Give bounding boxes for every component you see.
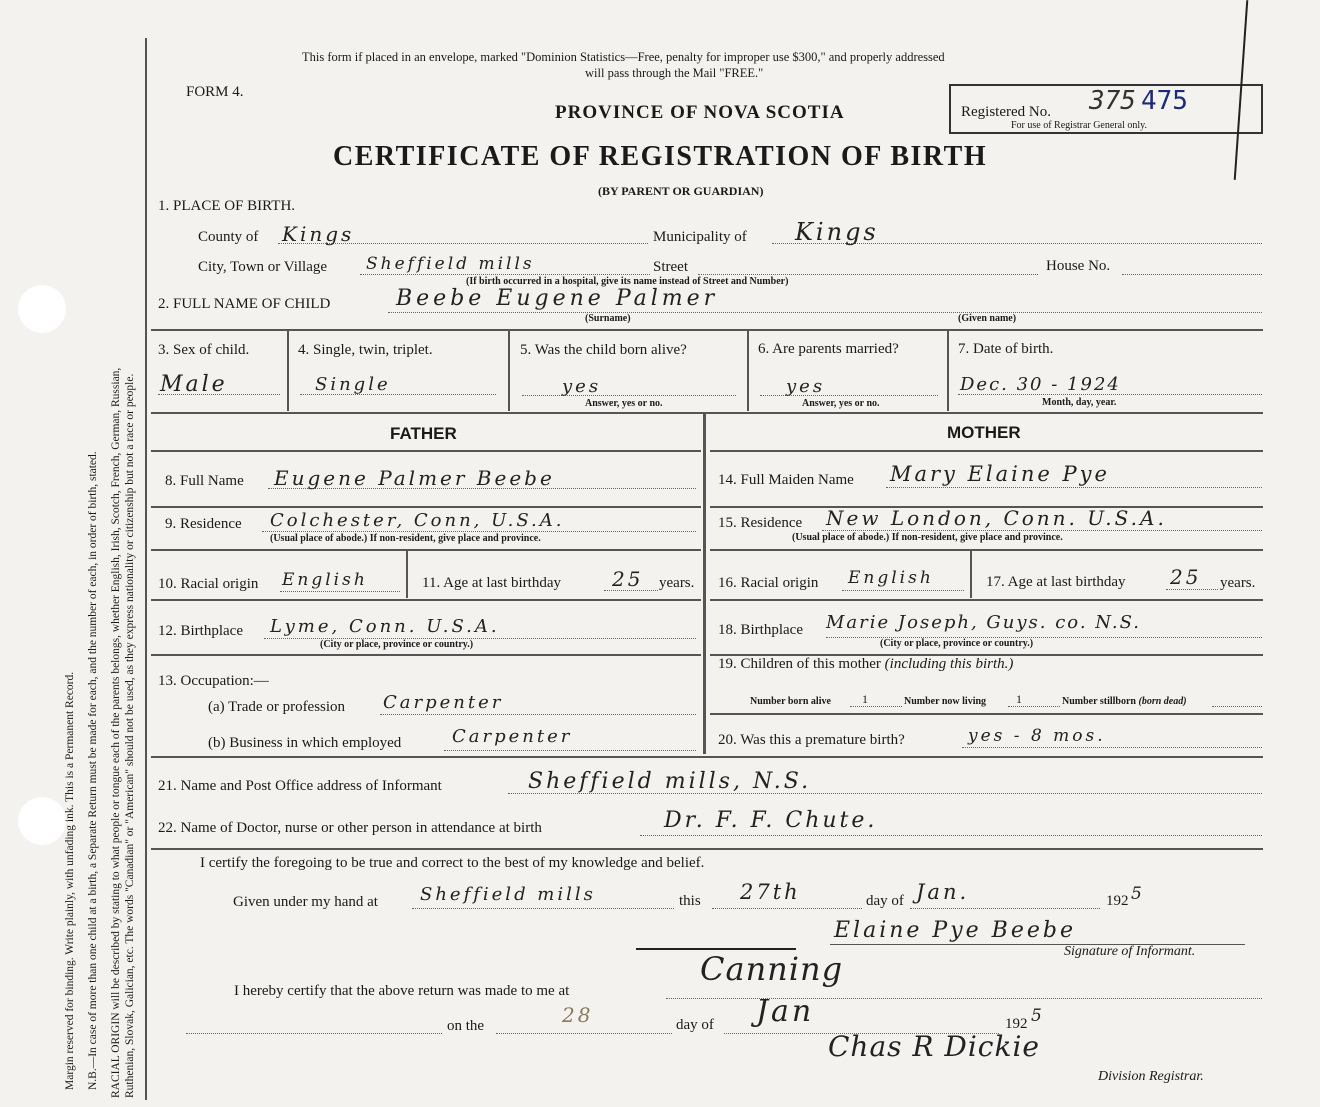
father-birthplace-label: 12. Birthplace (158, 623, 243, 639)
mother-birthplace-value: Marie Joseph, Guys. co. N.S. (826, 612, 1141, 633)
registrar-place-value: Canning (700, 950, 844, 988)
certify-text: I certify the foregoing to be true and correct to the best of my knowledge and belief. (200, 855, 705, 871)
given-name-note: (Given name) (958, 313, 1017, 324)
father-race-label: 10. Racial origin (158, 576, 259, 592)
mother-name-value: Mary Elaine Pye (890, 462, 1110, 486)
sex-value: Male (160, 372, 228, 397)
mother-residence-note: (Usual place of abode.) If non-resident, give place and province. (792, 532, 1063, 543)
date-of-birth-label: 7. Date of birth. (958, 341, 1054, 357)
now-living-value: 1 (1016, 692, 1022, 706)
margin-note-racial-origin-2: Ruthenian, Slovak, Galician, etc. The words "Canadian" or "American" should not be used, as they express nationality or citizenship but not a race or people. (124, 373, 136, 1098)
registered-number-b: 475 (1141, 86, 1188, 116)
premature-value: yes - 8 mos. (968, 726, 1106, 746)
premature-label: 20. Was this a premature birth? (718, 732, 905, 748)
mother-name-label: 14. Full Maiden Name (718, 472, 854, 488)
surname-note: (Surname) (585, 313, 631, 324)
registrar-on-the: on the (447, 1018, 485, 1034)
registered-box (949, 84, 1263, 134)
now-living-label: Number now living (904, 696, 987, 707)
informant-signature: Elaine Pye Beebe (834, 918, 1076, 943)
given-this-label: this (679, 893, 701, 909)
father-name-value: Eugene Palmer Beebe (274, 466, 555, 490)
married-note: Answer, yes or no. (802, 398, 880, 409)
city-label: City, Town or Village (198, 259, 328, 275)
street-label: Street (653, 259, 688, 275)
born-alive-value: 1 (862, 692, 868, 706)
father-age-value: 25 (612, 567, 644, 591)
margin-rule (145, 38, 147, 1100)
occupation-label: 13. Occupation:— (158, 673, 269, 689)
registrar-day-of: day of (676, 1017, 714, 1033)
mother-heading: MOTHER (947, 423, 1021, 442)
stillborn-label (1062, 696, 1187, 707)
street-note: (If birth occurred in a hospital, give its name instead of Street and Number) (466, 276, 789, 287)
doctor-label: 22. Name of Doctor, nurse or other person in attendance at birth (158, 820, 542, 836)
margin-note-multiple-births: N.B.—In case of more than one child at a birth, a Separate Return must be made for each, and the number of each, in order of birth, stated. (87, 451, 99, 1090)
children-label (718, 656, 1013, 673)
mother-age-value: 25 (1170, 565, 1202, 589)
father-years-label: years. (659, 575, 695, 591)
mother-years-label: years. (1220, 575, 1256, 591)
father-birthplace-value: Lyme, Conn. U.S.A. (270, 616, 500, 637)
registrar-certify-text: I hereby certify that the above return was made to me at (234, 983, 570, 999)
children-label-text: 19. Children of this mother (718, 656, 881, 672)
given-day-of-label: day of (866, 893, 904, 909)
children-label-note: (including this birth.) (884, 656, 1014, 672)
registrar-year-prefix: 192 (1005, 1016, 1028, 1032)
mother-residence-label: 15. Residence (718, 515, 803, 531)
given-day-value: 27th (740, 880, 801, 904)
father-residence-value: Colchester, Conn, U.S.A. (270, 510, 565, 531)
mother-birthplace-label: 18. Birthplace (718, 622, 803, 638)
given-month-value: Jan. (916, 880, 970, 904)
father-name-label: 8. Full Name (165, 473, 244, 489)
margin-note-binding: Margin reserved for binding. Write plainly, with unfading ink. This is a Permanent Record. (64, 671, 76, 1090)
form-number: FORM 4. (186, 84, 244, 100)
mother-race-value: English (848, 568, 934, 588)
city-value: Sheffield mills (366, 254, 535, 274)
father-residence-label: 9. Residence (165, 516, 242, 532)
married-value: yes (786, 376, 826, 397)
father-age-label: 11. Age at last birthday (422, 575, 561, 591)
stillborn-label-note: (born dead) (1138, 696, 1187, 707)
registrar-year-suffix: 5 (1031, 1006, 1045, 1026)
mail-notice-2: will pass through the Mail "FREE." (585, 66, 764, 80)
alive-value: yes (562, 376, 602, 397)
municipality-value: Kings (795, 218, 879, 246)
single-label: 4. Single, twin, triplet. (298, 342, 433, 358)
municipality-label: Municipality of (653, 229, 747, 245)
child-name-label: 2. FULL NAME OF CHILD (158, 296, 331, 312)
registered-number-a: 375 (1089, 86, 1136, 116)
binding-hole-top (18, 285, 66, 333)
binding-hole-bottom (18, 797, 66, 845)
mother-birthplace-note: (City or place, province or country.) (880, 638, 1034, 649)
alive-note: Answer, yes or no. (585, 398, 663, 409)
registrar-label: Division Registrar. (1098, 1069, 1204, 1084)
date-note: Month, day, year. (1042, 397, 1117, 408)
house-no-label: House No. (1046, 258, 1111, 274)
business-label: (b) Business in which employed (208, 735, 402, 751)
mother-race-label: 16. Racial origin (718, 575, 819, 591)
place-of-birth-label: 1. PLACE OF BIRTH. (158, 198, 296, 214)
stillborn-label-text: Number stillborn (1062, 696, 1136, 707)
given-year-prefix: 192 (1106, 893, 1129, 909)
sex-label: 3. Sex of child. (158, 342, 250, 358)
informant-signature-label: Signature of Informant. (1064, 944, 1196, 959)
mail-notice: This form if placed in an envelope, marked "Dominion Statistics—Free, penalty for improper use $300," and properly addressed (302, 50, 945, 64)
given-year-suffix: 5 (1131, 884, 1145, 904)
county-label: County of (198, 229, 259, 245)
born-alive-label: Number born alive (750, 696, 831, 707)
certificate-title: CERTIFICATE OF REGISTRATION OF BIRTH (333, 141, 988, 172)
child-name-value: Beebe Eugene Palmer (396, 286, 719, 311)
county-value: Kings (282, 222, 355, 246)
date-of-birth-value: Dec. 30 - 1924 (960, 374, 1121, 395)
registered-note: For use of Registrar General only. (1011, 120, 1147, 131)
father-birthplace-note: (City or place, province or country.) (320, 639, 474, 650)
certificate-subtitle: (BY PARENT OR GUARDIAN) (598, 184, 764, 198)
business-value: Carpenter (452, 726, 573, 747)
trade-value: Carpenter (383, 692, 504, 713)
registrar-day-value: 28 (562, 1003, 594, 1027)
column-divider (703, 414, 706, 754)
registrar-month-value: Jan (756, 994, 815, 1029)
mother-age-label: 17. Age at last birthday (986, 574, 1126, 590)
single-value: Single (315, 374, 391, 395)
trade-label: (a) Trade or profession (208, 699, 346, 715)
province-title: PROVINCE OF NOVA SCOTIA (555, 102, 845, 123)
informant-label: 21. Name and Post Office address of Informant (158, 778, 442, 794)
margin-note-racial-origin: RACIAL ORIGIN will be described by stating to what people or tongue each of the parents belongs, whether English, Irish, Scotch, French, German, Russian, (110, 367, 122, 1098)
alive-label: 5. Was the child born alive? (520, 342, 687, 358)
given-label: Given under my hand at (233, 894, 378, 910)
father-residence-note: (Usual place of abode.) If non-resident, give place and province. (270, 533, 541, 544)
mother-residence-value: New London, Conn. U.S.A. (826, 506, 1167, 530)
doctor-value: Dr. F. F. Chute. (664, 808, 878, 833)
registered-label: Registered No. (961, 104, 1051, 120)
father-heading: FATHER (390, 424, 457, 443)
informant-value: Sheffield mills, N.S. (528, 769, 812, 794)
father-race-value: English (282, 570, 368, 590)
given-place-value: Sheffield mills (420, 884, 596, 905)
registrar-signature: Chas R Dickie (828, 1030, 1040, 1063)
married-label: 6. Are parents married? (758, 341, 899, 357)
